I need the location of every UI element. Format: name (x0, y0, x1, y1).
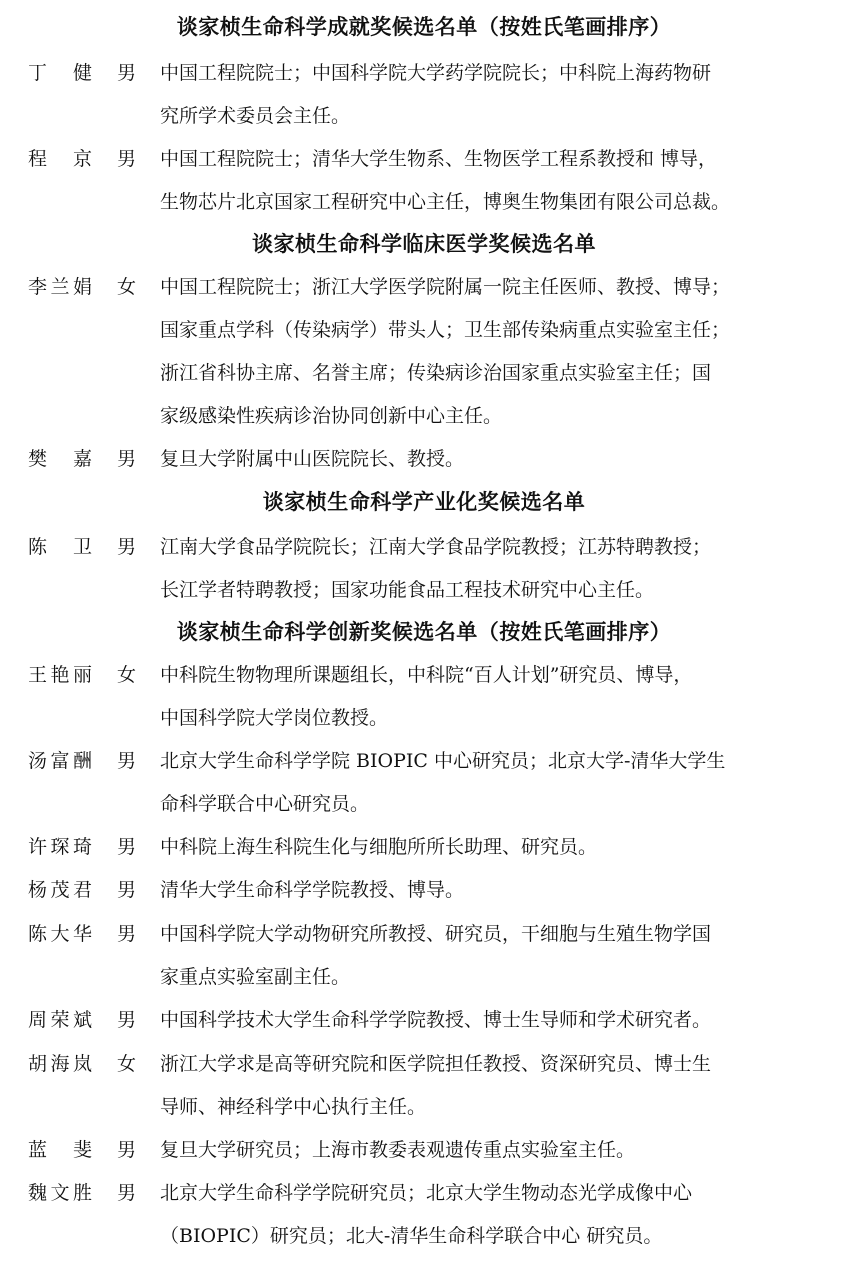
candidate-gender: 男 (117, 148, 137, 170)
candidate-name: 许琛琦 (28, 836, 92, 858)
candidate-name: 杨茂君 (28, 879, 92, 901)
candidate-gender: 女 (117, 1053, 137, 1075)
candidate-description (160, 740, 790, 826)
description-line: 中国科学院大学动物研究所教授、研究员，干细胞与生殖生物学国 (160, 923, 712, 945)
candidate-name: 樊 嘉 (28, 448, 92, 470)
description-line: 浙江大学求是高等研究院和医学院担任教授、资深研究员、博士生 (160, 1053, 712, 1075)
candidate-description (160, 266, 790, 438)
candidate-gender: 女 (117, 276, 137, 298)
description-line: 中国工程院院士；清华大学生物系、生物医学工程系教授和 博导， (160, 148, 718, 170)
candidate-name: 魏文胜 (28, 1182, 92, 1204)
description-line: 中国科学院大学岗位教授。 (160, 707, 389, 729)
description-line: 江南大学食品学院院长；江南大学食品学院教授；江苏特聘教授； (160, 536, 712, 558)
candidate-name: 蓝 斐 (28, 1139, 92, 1161)
candidate-name: 汤富酬 (28, 750, 92, 772)
description-line: 中国科学技术大学生命科学学院教授、博士生导师和学术研究者。 (160, 1009, 712, 1031)
candidate-name: 陈 卫 (28, 536, 92, 558)
section-title-achievement: 谈家桢生命科学成就奖候选名单（按姓氏笔画排序） (176, 15, 672, 39)
candidate-gender: 男 (117, 1182, 137, 1204)
candidate-description (160, 526, 790, 612)
candidate-name: 王艳丽 (28, 664, 92, 686)
description-line: 复旦大学研究员；上海市教委表观遗传重点实验室主任。 (160, 1139, 636, 1161)
description-line: 北京大学生命科学学院研究员；北京大学生物动态光学成像中心 (160, 1182, 693, 1204)
description-line: 北京大学生命科学学院 BIOPIC 中心研究员；北京大学-清华大学生 (160, 750, 726, 772)
candidate-gender: 男 (117, 750, 137, 772)
candidate-name: 丁 健 (28, 62, 92, 84)
description-line: 中科院生物物理所课题组长，中科院“百人计划”研究员、博导， (160, 664, 693, 686)
candidate-description (160, 999, 790, 1042)
section-title-industrialization: 谈家桢生命科学产业化奖候选名单 (262, 490, 586, 514)
description-line: 导师、神经科学中心执行主任。 (160, 1096, 427, 1118)
description-line: 清华大学生命科学学院教授、博导。 (160, 879, 465, 901)
description-line: 国家重点学科（传染病学）带头人；卫生部传染病重点实验室主任； (160, 319, 731, 341)
section-title-innovation: 谈家桢生命科学创新奖候选名单（按姓氏笔画排序） (176, 620, 672, 644)
candidate-gender: 男 (117, 62, 137, 84)
candidate-gender: 男 (117, 879, 137, 901)
description-line: 中国工程院院士；浙江大学医学院附属一院主任医师、教授、博导； (160, 276, 731, 298)
candidate-description (160, 138, 790, 224)
description-line: （BIOPIC）研究员；北大-清华生命科学联合中心 研究员。 (160, 1225, 663, 1247)
candidate-name: 程 京 (28, 148, 92, 170)
candidate-description (160, 438, 790, 481)
candidate-description (160, 1172, 790, 1258)
candidate-description (160, 52, 790, 138)
description-line: 究所学术委员会主任。 (160, 105, 351, 127)
candidate-description (160, 1129, 790, 1172)
description-line: 中科院上海生科院生化与细胞所所长助理、研究员。 (160, 836, 598, 858)
candidate-description (160, 826, 790, 869)
description-line: 中国工程院院士；中国科学院大学药学院院长；中科院上海药物研 (160, 62, 712, 84)
candidate-gender: 女 (117, 664, 137, 686)
description-line: 家重点实验室副主任。 (160, 966, 351, 988)
description-line: 浙江省科协主席、名誉主席；传染病诊治国家重点实验室主任；国 (160, 362, 712, 384)
candidate-name: 李兰娟 (28, 276, 92, 298)
description-line: 生物芯片北京国家工程研究中心主任，博奥生物集团有限公司总裁。 (160, 191, 731, 213)
candidate-gender: 男 (117, 1009, 137, 1031)
candidate-description (160, 654, 790, 740)
candidate-name: 陈大华 (28, 923, 92, 945)
description-line: 命科学联合中心研究员。 (160, 793, 370, 815)
candidate-gender: 男 (117, 836, 137, 858)
description-line: 家级感染性疾病诊治协同创新中心主任。 (160, 405, 503, 427)
candidate-name: 胡海岚 (28, 1053, 92, 1075)
section-title-clinical: 谈家桢生命科学临床医学奖候选名单 (252, 232, 596, 256)
candidate-name: 周荣斌 (28, 1009, 92, 1031)
candidate-description (160, 1043, 790, 1129)
candidate-gender: 男 (117, 536, 137, 558)
candidate-gender: 男 (117, 923, 137, 945)
description-line: 长江学者特聘教授；国家功能食品工程技术研究中心主任。 (160, 579, 655, 601)
candidate-description (160, 913, 790, 999)
candidate-description (160, 869, 790, 912)
candidate-gender: 男 (117, 448, 137, 470)
candidate-gender: 男 (117, 1139, 137, 1161)
description-line: 复旦大学附属中山医院院长、教授。 (160, 448, 465, 470)
